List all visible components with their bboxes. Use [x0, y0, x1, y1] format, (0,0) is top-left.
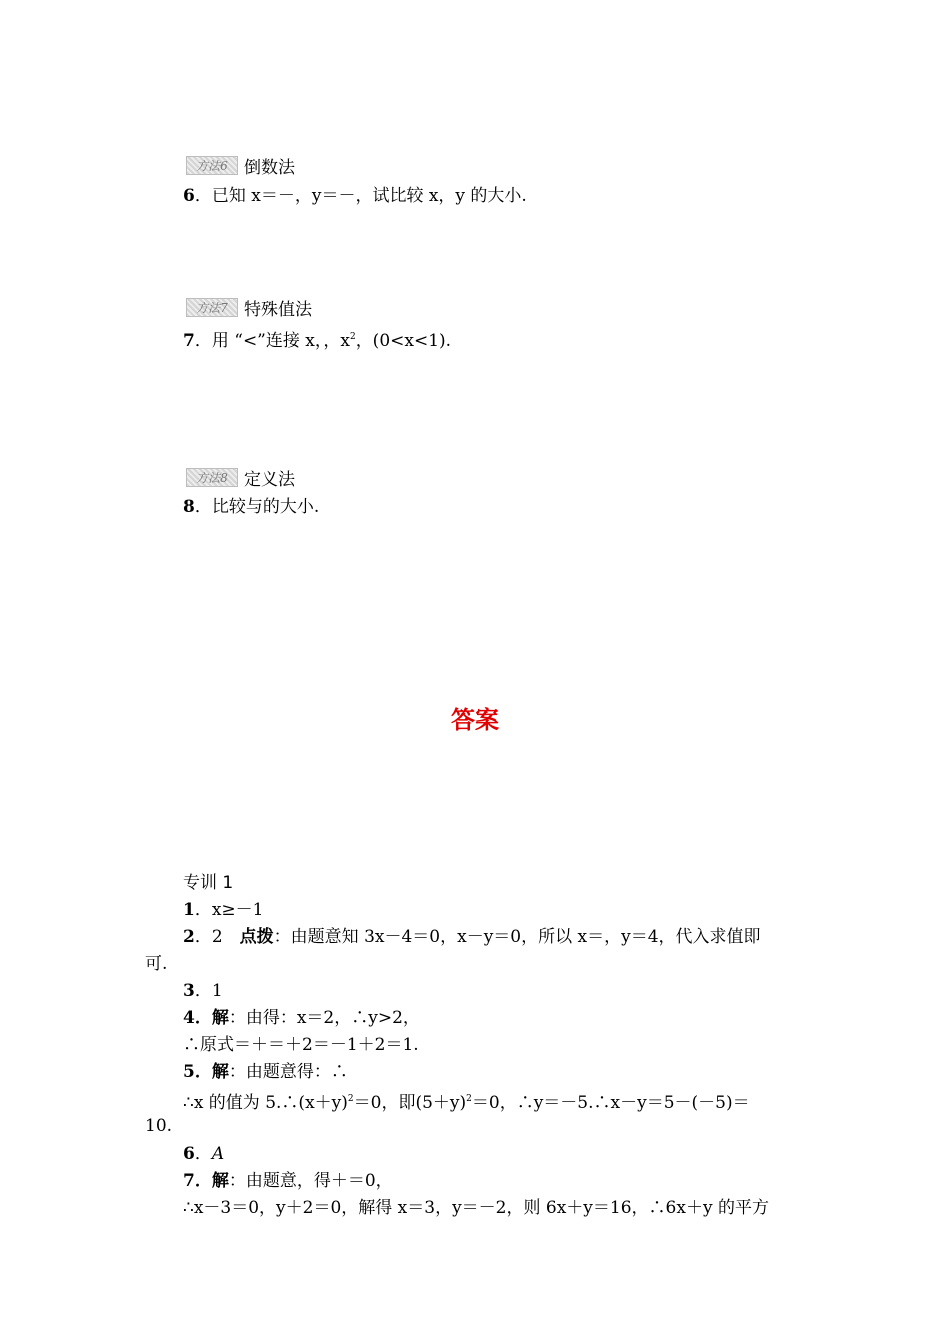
method8-heading — [186, 464, 295, 490]
answers-title: 答案 — [451, 706, 499, 734]
answer-7: 7．解：由题意，得＋＝0， — [183, 1171, 393, 1191]
answer-6: 6．A — [183, 1144, 225, 1164]
method7-badge: 方法7 — [186, 298, 238, 317]
answer-5-line3: 10. — [145, 1116, 173, 1136]
section-label: 专训 1 — [183, 873, 234, 893]
method6-badge: 方法6 — [186, 156, 238, 175]
method8-title: 定义法 — [244, 469, 295, 490]
answer-1: 1．x≥－1 — [183, 900, 264, 920]
question-8: 8．比较与的大小. — [183, 497, 320, 517]
question-6: 6．已知 x＝－，y＝－，试比较 x，y 的大小. — [183, 186, 527, 206]
method7-heading — [186, 294, 312, 320]
answer-3: 3．1 — [183, 981, 223, 1001]
answer-5: 5．解：由题意得：∴ — [183, 1062, 348, 1082]
method6-title: 倒数法 — [244, 157, 295, 178]
answer-2: 2．2 点拨：由题意知 3x－4＝0，x－y＝0，所以 x＝，y＝4，代入求值即 — [183, 927, 761, 947]
method7-title: 特殊值法 — [244, 299, 312, 320]
method8-badge: 方法8 — [186, 468, 238, 487]
question-7: 7．用 “<”连接 x，，$x^2$，(0<x<1). — [183, 331, 452, 351]
answer-4-line2: ∴原式＝＋＝＋2＝－1＋2＝1. — [183, 1035, 419, 1055]
answer-7-line2: ∴x－3＝0，y＋2＝0，解得 x＝3，y＝－2，则 6x＋y＝16，∴6x＋y 的平方 — [183, 1198, 769, 1218]
answer-2-cont: 可. — [145, 954, 168, 974]
answer-5-line2: ∴x 的值为 $5.\therefore(x+y)^2=0$，即$(5+y)^2=0$，∴y＝－5.∴x－y＝5－(－5)＝ — [183, 1093, 750, 1113]
answer-4: 4．解：由得：x＝2，∴y>2， — [183, 1008, 420, 1028]
method6-heading — [186, 152, 295, 178]
